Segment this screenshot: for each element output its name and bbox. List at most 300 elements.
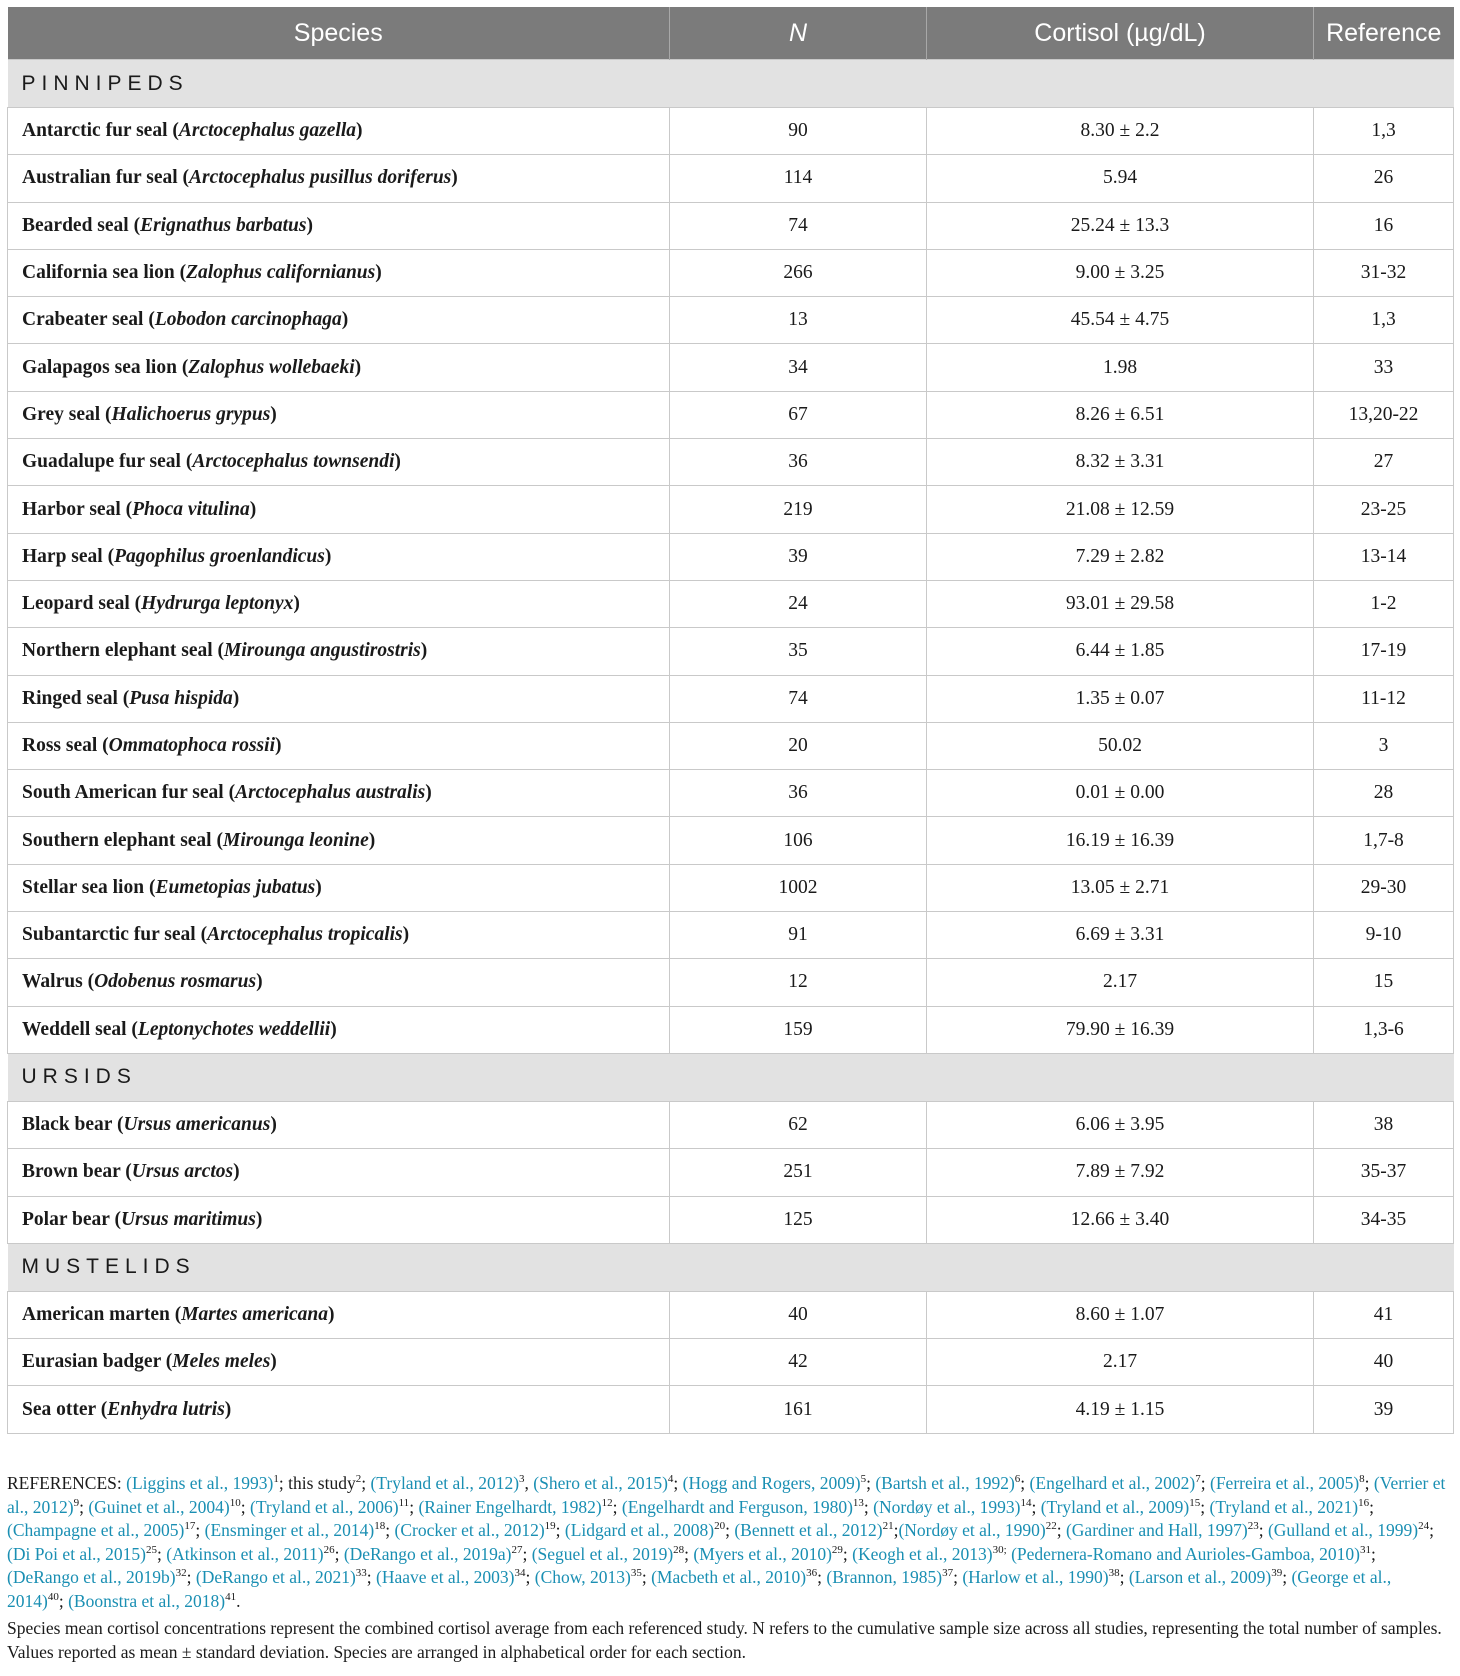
reference-separator: ; — [1282, 1567, 1292, 1587]
references-paragraph — [7, 1472, 1447, 1613]
reference-number: 13 — [852, 1496, 864, 1509]
cortisol-cell: 12.66 ± 3.40 — [927, 1196, 1314, 1243]
reference-number: 23 — [1247, 1520, 1259, 1533]
reference-number: 8 — [1359, 1473, 1365, 1486]
reference-cell: 1,3 — [1314, 297, 1454, 344]
reference-separator: ; — [195, 1520, 205, 1540]
table-row — [8, 155, 1454, 202]
reference-separator: ; — [1429, 1520, 1435, 1540]
reference-link[interactable]: (Shero et al., 2015) — [533, 1473, 668, 1493]
species-latin-name: Mirounga angustirostris — [224, 640, 421, 662]
reference-separator: ; — [409, 1496, 419, 1517]
reference-separator: ; — [1200, 1496, 1210, 1517]
species-cell: Polar bear (Ursus maritimus) — [8, 1196, 670, 1243]
table-row — [8, 1386, 1454, 1433]
n-cell: 35 — [670, 628, 927, 675]
species-cell: Crabeater seal (Lobodon carcinophaga) — [8, 297, 670, 344]
reference-cell: 16 — [1314, 202, 1454, 249]
cortisol-cell: 13.05 ± 2.71 — [927, 864, 1314, 911]
reference-cell: 23-25 — [1314, 486, 1454, 533]
reference-cell: 13-14 — [1314, 533, 1454, 580]
species-common-name: Northern elephant seal — [22, 640, 213, 662]
table-row — [8, 817, 1454, 864]
species-cell: Ross seal (Ommatophoca rossii) — [8, 722, 670, 769]
reference-link[interactable]: (Macbeth et al., 2010) — [651, 1567, 807, 1587]
cortisol-cell: 7.89 ± 7.92 — [927, 1149, 1314, 1196]
n-cell: 36 — [670, 770, 927, 817]
reference-number: 3 — [519, 1473, 525, 1486]
species-cell: Leopard seal (Hydrurga leptonyx) — [8, 580, 670, 627]
species-common-name: Antarctic fur seal — [22, 120, 168, 142]
reference-number: 39 — [1271, 1567, 1283, 1580]
species-common-name: Black bear — [22, 1114, 113, 1136]
species-common-name: Crabeater seal — [22, 309, 144, 331]
table-footnotes — [7, 1472, 1447, 1664]
species-common-name: Leopard seal — [22, 593, 130, 615]
n-cell: 13 — [670, 297, 927, 344]
n-cell: 12 — [670, 959, 927, 1006]
table-row — [8, 439, 1454, 486]
section-title: MUSTELIDS — [8, 1243, 1454, 1291]
cortisol-cell: 8.26 ± 6.51 — [927, 391, 1314, 438]
reference-number: 38 — [1108, 1567, 1120, 1580]
reference-separator: ; — [1056, 1520, 1066, 1540]
reference-link[interactable]: (Champagne et al., 2005) — [7, 1520, 185, 1540]
species-common-name: Weddell seal — [22, 1018, 127, 1040]
reference-cell: 1,3 — [1314, 108, 1454, 155]
table-row — [8, 202, 1454, 249]
species-common-name: Polar bear — [22, 1208, 110, 1230]
species-latin-name: Arctocephalus tropicalis — [207, 924, 403, 946]
reference-link[interactable]: (Nordøy et al., 1993) — [873, 1496, 1021, 1517]
reference-link[interactable]: (Seguel et al., 2019) — [531, 1543, 674, 1564]
n-cell: 67 — [670, 391, 927, 438]
species-cell: Southern elephant seal (Mirounga leonine) — [8, 817, 670, 864]
reference-link[interactable]: (Tryland et al., 2012) — [370, 1473, 520, 1493]
species-cell: Galapagos sea lion (Zalophus wollebaeki) — [8, 344, 670, 391]
species-common-name: Australian fur seal — [22, 167, 178, 189]
table-row — [8, 1006, 1454, 1053]
cortisol-cell: 93.01 ± 29.58 — [927, 580, 1314, 627]
reference-number: 7 — [1195, 1473, 1201, 1486]
reference-number: 14 — [1020, 1496, 1032, 1509]
reference-cell: 28 — [1314, 770, 1454, 817]
cortisol-cell: 2.17 — [927, 1339, 1314, 1386]
n-cell: 161 — [670, 1386, 927, 1433]
cortisol-cell: 1.98 — [927, 344, 1314, 391]
reference-number: 17 — [184, 1520, 196, 1533]
reference-number: 25 — [146, 1543, 158, 1556]
table-row — [8, 486, 1454, 533]
species-cell: Antarctic fur seal (Arctocephalus gazella) — [8, 108, 670, 155]
table-row — [8, 344, 1454, 391]
cortisol-cell: 1.35 ± 0.07 — [927, 675, 1314, 722]
reference-cell: 9-10 — [1314, 912, 1454, 959]
reference-separator: ; — [1119, 1567, 1129, 1587]
n-cell: 42 — [670, 1339, 927, 1386]
n-cell: 20 — [670, 722, 927, 769]
reference-link[interactable]: (Gardiner and Hall, 1997) — [1065, 1520, 1248, 1540]
reference-cell: 38 — [1314, 1101, 1454, 1148]
reference-separator: ; — [334, 1543, 344, 1564]
reference-separator: ; — [525, 1567, 535, 1587]
n-cell: 74 — [670, 202, 927, 249]
reference-separator: . — [236, 1590, 241, 1611]
reference-link[interactable]: (Liggins et al., 1993) — [126, 1473, 274, 1493]
reference-link[interactable]: (Ferreira et al., 2005) — [1210, 1473, 1360, 1493]
table-row — [8, 297, 1454, 344]
cortisol-cell: 21.08 ± 12.59 — [927, 486, 1314, 533]
reference-cell: 34-35 — [1314, 1196, 1454, 1243]
species-cell: Weddell seal (Leptonychotes weddellii) — [8, 1006, 670, 1053]
reference-separator: ; — [817, 1567, 827, 1587]
table-row — [8, 959, 1454, 1006]
cortisol-cell: 6.69 ± 3.31 — [927, 912, 1314, 959]
species-cell: Black bear (Ursus americanus) — [8, 1101, 670, 1148]
cortisol-cell: 8.32 ± 3.31 — [927, 439, 1314, 486]
reference-link[interactable]: (Keogh et al., 2013) — [852, 1543, 993, 1564]
species-common-name: Eurasian badger — [22, 1351, 161, 1373]
reference-number: 31 — [1360, 1543, 1371, 1556]
species-latin-name: Leptonychotes weddellii — [137, 1018, 331, 1040]
reference-separator: ; — [842, 1543, 853, 1564]
reference-number: 21 — [882, 1520, 894, 1533]
reference-link[interactable]: (Brannon, 1985) — [826, 1567, 943, 1587]
reference-link[interactable]: (DeRango et al., 2019a) — [343, 1543, 512, 1564]
reference-separator: ; — [893, 1520, 899, 1540]
n-cell: 34 — [670, 344, 927, 391]
reference-cell: 15 — [1314, 959, 1454, 1006]
n-cell: 266 — [670, 249, 927, 296]
table-row — [8, 864, 1454, 911]
reference-cell: 17-19 — [1314, 628, 1454, 675]
reference-link[interactable]: (Pedernera-Romano and Aurioles-Gamboa, 2010) — [1011, 1543, 1360, 1564]
reference-link[interactable]: (Ensminger et al., 2014) — [204, 1520, 375, 1540]
reference-number: 9 — [73, 1496, 80, 1509]
n-cell: 1002 — [670, 864, 927, 911]
species-latin-name: Ommatophoca rossii — [108, 735, 275, 756]
reference-separator: ; — [1031, 1496, 1041, 1517]
reference-number: 27 — [511, 1543, 523, 1556]
species-common-name: Subantarctic fur seal — [22, 924, 196, 946]
reference-link[interactable]: (Di Poi et al., 2015) — [7, 1543, 147, 1564]
reference-cell: 29-30 — [1314, 864, 1454, 911]
reference-separator: ; — [641, 1567, 652, 1587]
reference-number: 37 — [942, 1567, 954, 1580]
reference-number: 26 — [323, 1543, 335, 1556]
species-latin-name: Enhydra lutris — [107, 1398, 225, 1420]
species-latin-name: Arctocephalus gazella — [178, 120, 357, 142]
reference-separator: ; — [953, 1567, 963, 1587]
reference-link[interactable]: (Tryland et al., 2009) — [1040, 1496, 1190, 1517]
reference-link[interactable]: (Harlow et al., 1990) — [962, 1567, 1109, 1587]
species-common-name: Brown bear — [22, 1161, 121, 1183]
species-latin-name: Mirounga leonine — [222, 829, 369, 851]
species-cell: Stellar sea lion (Eumetopias jubatus) — [8, 864, 670, 911]
reference-number: 36 — [806, 1567, 818, 1580]
cortisol-cell: 8.30 ± 2.2 — [927, 108, 1314, 155]
species-latin-name: Ursus maritimus — [120, 1208, 256, 1230]
table-row — [8, 1101, 1454, 1148]
header-cortisol: Cortisol (µg/dL) — [927, 7, 1314, 60]
reference-cell: 39 — [1314, 1386, 1454, 1433]
n-cell: 251 — [670, 1149, 927, 1196]
reference-link[interactable]: (Verrier et al., 2012) — [7, 1473, 1446, 1517]
table-row — [8, 722, 1454, 769]
reference-cell: 33 — [1314, 344, 1454, 391]
table-row — [8, 1291, 1454, 1338]
header-n: N — [670, 7, 927, 60]
reference-separator: ; — [522, 1543, 532, 1564]
species-cell: Northern elephant seal (Mirounga angustirostris) — [8, 628, 670, 675]
reference-link[interactable]: (Gulland et al., 1999) — [1267, 1520, 1419, 1540]
reference-separator: ; — [58, 1590, 69, 1611]
reference-number: 6 — [1014, 1473, 1021, 1486]
reference-separator: ; — [366, 1567, 377, 1587]
reference-number: 4 — [667, 1473, 674, 1486]
reference-link[interactable]: (Boonstra et al., 2018) — [68, 1590, 226, 1611]
reference-link[interactable]: (Atkinson et al., 2011) — [166, 1543, 324, 1564]
reference-number: 24 — [1418, 1520, 1430, 1533]
table-body — [8, 60, 1454, 1434]
reference-number: 32 — [175, 1567, 187, 1580]
reference-separator: ; — [555, 1520, 565, 1540]
reference-number: 33 — [355, 1567, 367, 1580]
species-latin-name: Pusa hispida — [129, 687, 233, 709]
reference-separator: ; — [863, 1496, 874, 1517]
table-row — [8, 912, 1454, 959]
reference-number: 1 — [273, 1473, 279, 1486]
cortisol-cell: 6.44 ± 1.85 — [927, 628, 1314, 675]
table-row — [8, 533, 1454, 580]
reference-link[interactable]: (DeRango et al., 2021) — [195, 1567, 356, 1587]
reference-number: 41 — [225, 1590, 237, 1603]
table-row — [8, 1196, 1454, 1243]
species-cell: Ringed seal (Pusa hispida) — [8, 675, 670, 722]
cortisol-cell: 0.01 ± 0.00 — [927, 770, 1314, 817]
table-row — [8, 1339, 1454, 1386]
reference-separator: ; — [725, 1520, 735, 1540]
reference-cell: 35-37 — [1314, 1149, 1454, 1196]
cortisol-table — [7, 7, 1454, 1434]
table-description: Species mean cortisol concentrations represent the combined cortisol average from each referenced study. N refers to the cumulative sample size across all studies, representing the total number of samples. Values reported as mean ± standard deviation. Species are arranged in alphabetical order for each section. — [7, 1618, 1442, 1662]
reference-separator: ; — [240, 1496, 251, 1517]
reference-cell: 41 — [1314, 1291, 1454, 1338]
table-row — [8, 675, 1454, 722]
reference-separator: ; — [1258, 1520, 1268, 1540]
reference-number: 30; — [992, 1543, 1007, 1556]
cortisol-cell: 2.17 — [927, 959, 1314, 1006]
species-cell: American marten (Martes americana) — [8, 1291, 670, 1338]
species-latin-name: Erignathus barbatus — [140, 214, 307, 236]
cortisol-cell: 45.54 ± 4.75 — [927, 297, 1314, 344]
header-reference: Reference — [1314, 7, 1454, 60]
reference-number: 11 — [398, 1496, 410, 1509]
reference-link[interactable]: (Bennett et al., 2012) — [734, 1520, 883, 1540]
table-row — [8, 108, 1454, 155]
reference-link[interactable]: (Tryland et al., 2006) — [250, 1496, 399, 1517]
reference-separator: , — [524, 1473, 534, 1493]
section-title: URSIDS — [8, 1053, 1454, 1101]
species-common-name: Stellar sea lion — [22, 876, 145, 898]
section-row — [8, 1053, 1454, 1101]
species-common-name: Harp seal — [22, 545, 103, 567]
species-cell: Australian fur seal (Arctocephalus pusillus doriferus) — [8, 155, 670, 202]
table-row — [8, 391, 1454, 438]
species-cell: Harp seal (Pagophilus groenlandicus) — [8, 533, 670, 580]
species-latin-name: Lobodon carcinophaga — [154, 309, 342, 331]
species-cell: Subantarctic fur seal (Arctocephalus tropicalis) — [8, 912, 670, 959]
reference-separator: ; — [612, 1496, 622, 1517]
reference-number: 12 — [601, 1496, 613, 1509]
reference-cell: 13,20-22 — [1314, 391, 1454, 438]
n-cell: 91 — [670, 912, 927, 959]
reference-number: 5 — [860, 1473, 867, 1486]
reference-number: 16 — [1358, 1496, 1370, 1509]
reference-number: 22 — [1045, 1520, 1057, 1533]
reference-link[interactable]: (Bartsh et al., 1992) — [875, 1473, 1015, 1493]
cortisol-cell: 16.19 ± 16.39 — [927, 817, 1314, 864]
species-latin-name: Arctocephalus townsendi — [192, 451, 395, 473]
reference-cell: 27 — [1314, 439, 1454, 486]
species-cell: Bearded seal (Erignathus barbatus) — [8, 202, 670, 249]
n-cell: 39 — [670, 533, 927, 580]
references-label: REFERENCES: — [7, 1473, 122, 1493]
species-latin-name: Martes americana — [181, 1303, 328, 1325]
cortisol-cell: 25.24 ± 13.3 — [927, 202, 1314, 249]
species-cell: Grey seal (Halichoerus grypus) — [8, 391, 670, 438]
reference-link[interactable]: (Rainer Engelhardt, 1982) — [418, 1496, 602, 1517]
reference-link[interactable]: (Engelhard et al., 2002) — [1029, 1473, 1196, 1493]
species-common-name: Grey seal — [22, 403, 101, 425]
reference-cell: 1-2 — [1314, 580, 1454, 627]
species-latin-name: Ursus americanus — [123, 1114, 271, 1136]
reference-separator: ; — [1020, 1473, 1030, 1493]
reference-separator: ; — [385, 1520, 395, 1540]
table-row — [8, 628, 1454, 675]
reference-cell: 26 — [1314, 155, 1454, 202]
reference-link[interactable]: (Chow, 2013) — [534, 1567, 631, 1587]
n-cell: 40 — [670, 1291, 927, 1338]
reference-number: 2 — [355, 1473, 362, 1486]
reference-link[interactable]: (Hogg and Rogers, 2009) — [682, 1473, 861, 1493]
species-common-name: Ringed seal — [22, 687, 118, 709]
species-common-name: Southern elephant seal — [22, 829, 212, 851]
cortisol-cell: 6.06 ± 3.95 — [927, 1101, 1314, 1148]
reference-separator: ; — [1369, 1496, 1374, 1517]
reference-link[interactable]: (Lidgard et al., 2008) — [564, 1520, 715, 1540]
species-cell: South American fur seal (Arctocephalus australis) — [8, 770, 670, 817]
n-cell: 36 — [670, 439, 927, 486]
n-cell: 159 — [670, 1006, 927, 1053]
n-cell: 90 — [670, 108, 927, 155]
species-common-name: South American fur seal — [22, 782, 224, 804]
table-header — [8, 7, 1454, 60]
reference-separator: ; — [1200, 1473, 1210, 1493]
species-cell: California sea lion (Zalophus californianus) — [8, 249, 670, 296]
species-cell: Walrus (Odobenus rosmarus) — [8, 959, 670, 1006]
species-latin-name: Hydrurga leptonyx — [141, 593, 294, 615]
species-common-name: Harbor seal — [22, 498, 121, 520]
section-row — [8, 1243, 1454, 1291]
reference-number: 34 — [514, 1567, 526, 1580]
cortisol-cell: 79.90 ± 16.39 — [927, 1006, 1314, 1053]
species-cell: Eurasian badger (Meles meles) — [8, 1339, 670, 1386]
n-cell: 62 — [670, 1101, 927, 1148]
species-common-name: Sea otter — [22, 1398, 96, 1420]
n-cell: 219 — [670, 486, 927, 533]
species-latin-name: Arctocephalus australis — [235, 782, 426, 804]
species-latin-name: Pagophilus groenlandicus — [114, 545, 325, 567]
species-common-name: American marten — [22, 1303, 170, 1325]
reference-link[interactable]: (Myers et al., 2010) — [693, 1543, 832, 1564]
reference-separator: ; — [866, 1473, 876, 1493]
reference-separator: ; — [79, 1496, 89, 1517]
species-latin-name: Zalophus californianus — [186, 262, 376, 284]
n-cell: 106 — [670, 817, 927, 864]
reference-number: 40 — [47, 1590, 59, 1603]
cortisol-cell: 7.29 ± 2.82 — [927, 533, 1314, 580]
reference-link[interactable]: (Nordøy et al., 1990) — [898, 1520, 1046, 1540]
section-title: PINNIPEDS — [8, 60, 1454, 108]
species-latin-name: Halichoerus grypus — [111, 403, 271, 425]
reference-separator: ; — [157, 1543, 167, 1564]
reference-number: 18 — [374, 1520, 386, 1533]
cortisol-cell: 5.94 — [927, 155, 1314, 202]
reference-separator: ; — [1371, 1543, 1376, 1564]
reference-number: 29 — [831, 1543, 843, 1556]
reference-number: 35 — [630, 1567, 642, 1580]
reference-number: 28 — [673, 1543, 685, 1556]
species-common-name: Walrus — [22, 971, 83, 993]
reference-number: 15 — [1189, 1496, 1201, 1509]
species-latin-name: Odobenus rosmarus — [94, 971, 257, 993]
reference-link[interactable]: (George et al., 2014) — [7, 1567, 1392, 1611]
table-row — [8, 770, 1454, 817]
table-row — [8, 1149, 1454, 1196]
reference-link[interactable]: (Tryland et al., 2021) — [1209, 1496, 1359, 1517]
species-cell: Brown bear (Ursus arctos) — [8, 1149, 670, 1196]
reference-link[interactable]: (Crocker et al., 2012) — [394, 1520, 545, 1540]
species-latin-name: Ursus arctos — [131, 1161, 234, 1183]
reference-link[interactable]: (Engelhardt and Ferguson, 1980) — [621, 1496, 853, 1517]
n-cell: 24 — [670, 580, 927, 627]
species-common-name: California sea lion — [22, 262, 175, 284]
section-row — [8, 60, 1454, 108]
cortisol-cell: 50.02 — [927, 722, 1314, 769]
species-common-name: Bearded seal — [22, 214, 129, 236]
species-latin-name: Zalophus wollebaeki — [188, 356, 355, 378]
header-species: Species — [8, 7, 670, 60]
reference-separator: ; — [186, 1567, 196, 1587]
n-cell: 125 — [670, 1196, 927, 1243]
reference-link[interactable]: (Larson et al., 2009) — [1128, 1567, 1272, 1587]
cortisol-cell: 8.60 ± 1.07 — [927, 1291, 1314, 1338]
species-cell: Harbor seal (Phoca vitulina) — [8, 486, 670, 533]
reference-separator: ; — [673, 1473, 683, 1493]
reference-link[interactable]: (Haave et al., 2003) — [376, 1567, 515, 1587]
species-common-name: Guadalupe fur seal — [22, 451, 181, 473]
cortisol-cell: 4.19 ± 1.15 — [927, 1386, 1314, 1433]
species-latin-name: Arctocephalus pusillus doriferus — [189, 167, 452, 189]
species-cell: Sea otter (Enhydra lutris) — [8, 1386, 670, 1433]
reference-link[interactable]: (DeRango et al., 2019b) — [7, 1567, 176, 1587]
reference-separator: ; this study — [278, 1473, 356, 1493]
reference-link[interactable]: (Guinet et al., 2004) — [88, 1496, 230, 1517]
species-common-name: Galapagos sea lion — [22, 356, 177, 378]
reference-cell: 11-12 — [1314, 675, 1454, 722]
reference-separator: ; — [684, 1543, 694, 1564]
